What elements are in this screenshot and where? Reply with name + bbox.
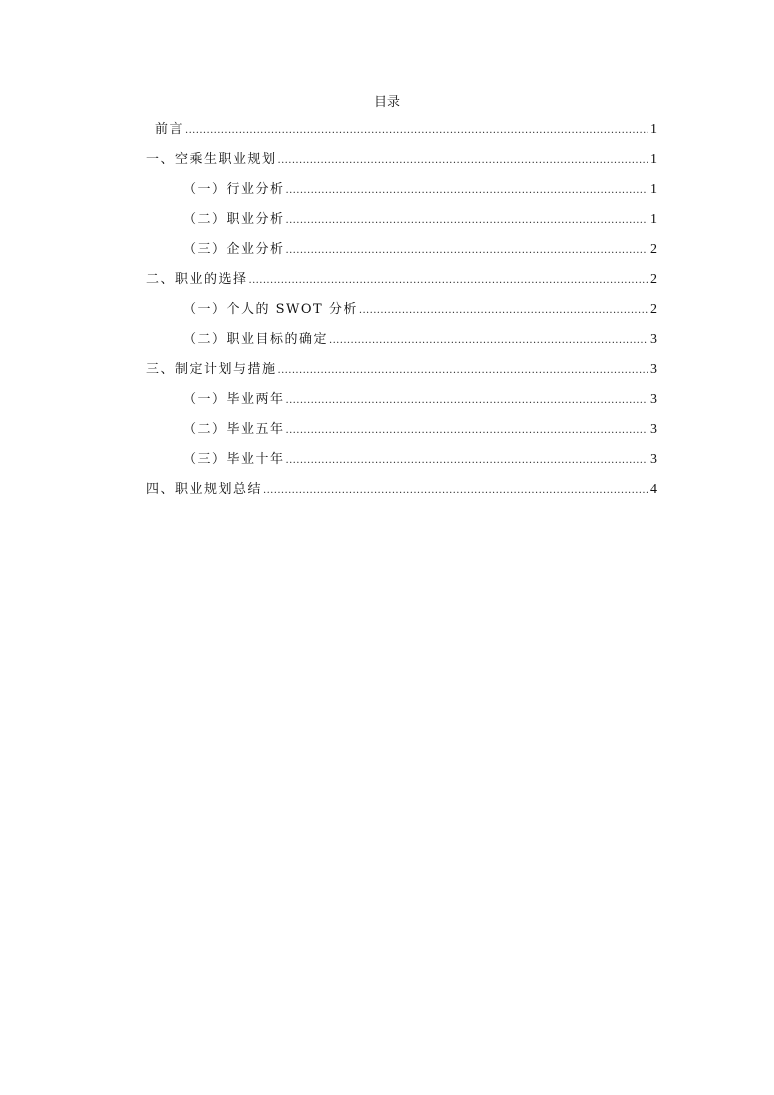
toc-page-number: 2 — [650, 272, 657, 287]
toc-entry-label: （一）毕业两年 — [183, 392, 285, 407]
toc-entry-label: （三）毕业十年 — [183, 452, 285, 467]
dot-leader — [185, 119, 648, 143]
dot-leader — [249, 269, 648, 293]
toc-page-number: 1 — [650, 122, 657, 137]
toc-entry-label: 三、制定计划与措施 — [146, 362, 277, 377]
toc-entry-section-4[interactable] — [146, 478, 657, 502]
dot-leader — [263, 479, 648, 503]
toc-entry-section-3-1[interactable] — [183, 388, 657, 412]
toc-page-number: 2 — [650, 242, 657, 257]
toc-entry-section-2[interactable] — [146, 268, 657, 292]
toc-page-number: 1 — [650, 182, 657, 197]
toc-entry-label: 一、空乘生职业规划 — [146, 152, 277, 167]
toc-entry-section-3-3[interactable] — [183, 448, 657, 472]
toc-entry-preface[interactable] — [155, 118, 657, 142]
toc-page-number: 3 — [650, 362, 657, 377]
dot-leader — [286, 209, 648, 233]
toc-page-number: 1 — [650, 212, 657, 227]
dot-leader — [286, 179, 648, 203]
dot-leader — [278, 149, 648, 173]
toc-entry-section-1-3[interactable] — [183, 238, 657, 262]
dot-leader — [329, 329, 648, 353]
toc-entry-section-1-1[interactable] — [183, 178, 657, 202]
dot-leader — [286, 239, 648, 263]
toc-entry-label: （二）毕业五年 — [183, 422, 285, 437]
toc-entry-label: （二）职业目标的确定 — [183, 332, 329, 347]
toc-page-number: 3 — [650, 392, 657, 407]
toc-entry-label: （三）企业分析 — [183, 242, 285, 257]
toc-page-number: 3 — [650, 452, 657, 467]
toc-page-number: 1 — [650, 152, 657, 167]
toc-entry-label: 前言 — [155, 122, 185, 137]
dot-leader — [278, 359, 648, 383]
toc-entry-label: （二）职业分析 — [183, 212, 285, 227]
toc-entry-section-3[interactable] — [146, 358, 657, 382]
dot-leader — [286, 449, 648, 473]
toc-entry-label: 四、职业规划总结 — [146, 482, 263, 497]
toc-entry-label: 二、职业的选择 — [146, 272, 248, 287]
toc-entry-section-1[interactable] — [146, 148, 657, 172]
toc-page-number: 2 — [650, 302, 657, 317]
toc-title: 目录 — [373, 95, 400, 110]
toc-page-number: 3 — [650, 422, 657, 437]
toc-page-number: 3 — [650, 332, 657, 347]
toc-entry-label: （一）个人的 SWOT 分析 — [183, 302, 358, 317]
toc-entry-label: （一）行业分析 — [183, 182, 285, 197]
toc-entry-section-1-2[interactable] — [183, 208, 657, 232]
toc-entry-section-2-1[interactable] — [183, 298, 657, 322]
toc-entry-section-2-2[interactable] — [183, 328, 657, 352]
toc-entry-section-3-2[interactable] — [183, 418, 657, 442]
toc-page-number: 4 — [650, 482, 657, 497]
dot-leader — [359, 299, 648, 323]
dot-leader — [286, 419, 648, 443]
dot-leader — [286, 389, 648, 413]
